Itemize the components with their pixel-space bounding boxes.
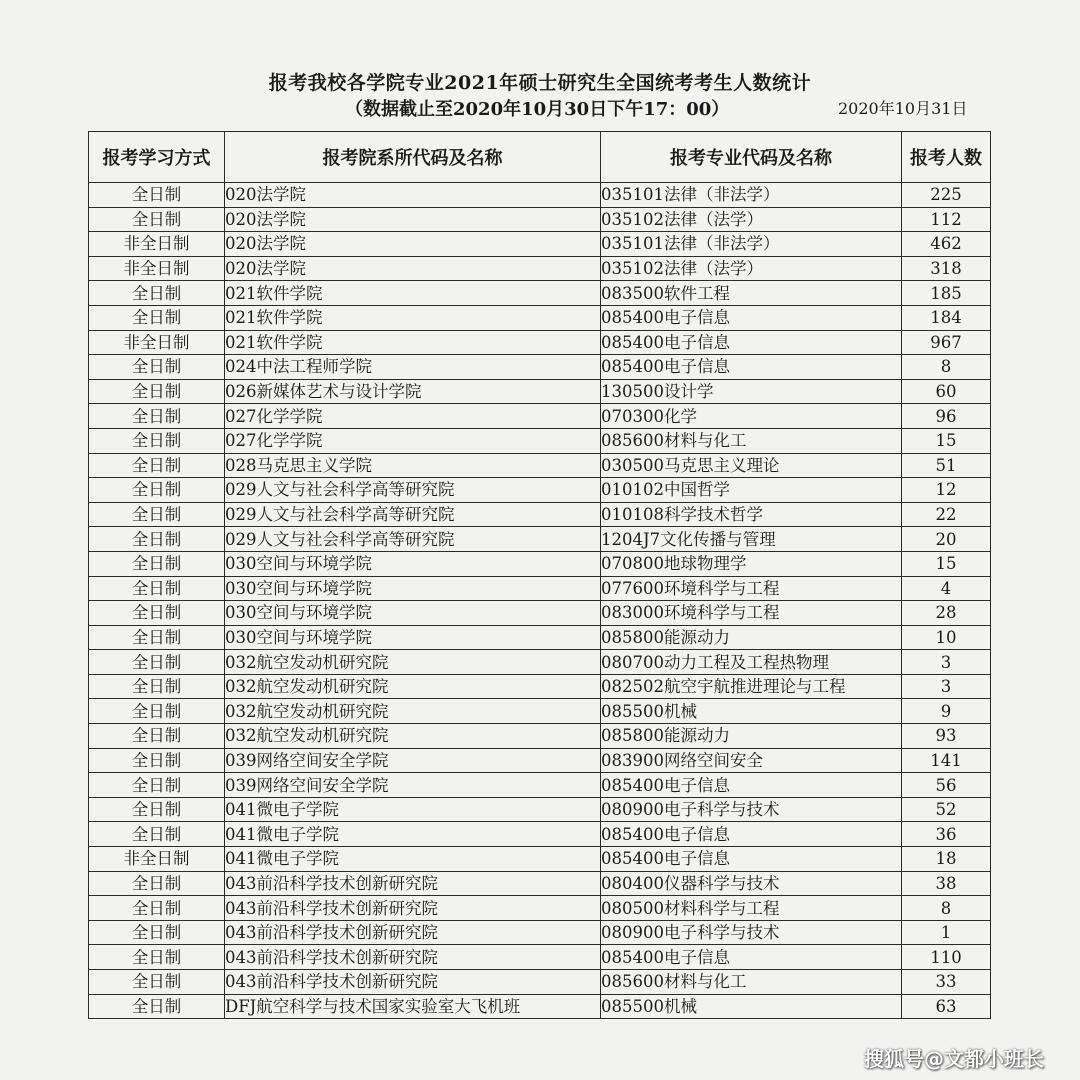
table-row [89,256,991,281]
cell-count: 10 [902,625,991,650]
table-row [89,355,991,380]
table-row [89,797,991,822]
cell-department: 020法学院 [225,183,601,208]
cell-department: 039网络空间安全学院 [225,748,601,773]
cell-count: 20 [902,527,991,552]
cell-study-mode: 全日制 [89,478,225,503]
table-row [89,773,991,798]
cell-count: 18 [902,847,991,872]
table-row [89,502,991,527]
cell-study-mode: 全日制 [89,576,225,601]
cell-major: 010108科学技术哲学 [601,502,902,527]
table-row [89,281,991,306]
table-row [89,920,991,945]
table-row [89,428,991,453]
table-row [89,478,991,503]
cell-count: 56 [902,773,991,798]
table-row [89,305,991,330]
page-title: 报考我校各学院专业2021年硕士研究生全国统考考生人数统计 [268,72,812,94]
cell-study-mode: 全日制 [89,896,225,921]
cell-department: 024中法工程师学院 [225,355,601,380]
cell-study-mode: 全日制 [89,748,225,773]
cell-department: 029人文与社会科学高等研究院 [225,478,601,503]
cell-study-mode: 全日制 [89,551,225,576]
cell-department: 027化学学院 [225,428,601,453]
table-row [89,970,991,995]
cell-study-mode: 全日制 [89,773,225,798]
cell-department: 021软件学院 [225,330,601,355]
cell-major: 130500设计学 [601,379,902,404]
cell-study-mode: 全日制 [89,527,225,552]
cell-count: 96 [902,404,991,429]
column-header-study-mode: 报考学习方式 [89,132,225,183]
cell-major: 083900网络空间安全 [601,748,902,773]
cell-count: 4 [902,576,991,601]
cell-count: 8 [902,355,991,380]
cell-study-mode: 非全日制 [89,256,225,281]
cell-study-mode: 全日制 [89,601,225,626]
cell-major: 080900电子科学与技术 [601,920,902,945]
cell-major: 085800能源动力 [601,625,902,650]
cell-major: 083500软件工程 [601,281,902,306]
cell-count: 141 [902,748,991,773]
cell-study-mode: 全日制 [89,945,225,970]
table-row [89,404,991,429]
cell-count: 52 [902,797,991,822]
table-row [89,674,991,699]
cell-department: 043前沿科学技术创新研究院 [225,945,601,970]
cell-department: 039网络空间安全学院 [225,773,601,798]
cell-study-mode: 非全日制 [89,330,225,355]
cell-count: 110 [902,945,991,970]
table-row [89,650,991,675]
table-row [89,527,991,552]
cell-count: 225 [902,183,991,208]
cell-major: 035101法律（非法学） [601,232,902,257]
cell-count: 8 [902,896,991,921]
cell-department: 032航空发动机研究院 [225,724,601,749]
cell-count: 12 [902,478,991,503]
cell-department: 043前沿科学技术创新研究院 [225,970,601,995]
cell-study-mode: 全日制 [89,994,225,1019]
cell-study-mode: 全日制 [89,305,225,330]
cell-major: 085400电子信息 [601,822,902,847]
cell-major: 085800能源动力 [601,724,902,749]
cell-count: 15 [902,428,991,453]
cell-department: 043前沿科学技术创新研究院 [225,896,601,921]
cell-major: 035102法律（法学） [601,256,902,281]
cell-department: 026新媒体艺术与设计学院 [225,379,601,404]
cell-major: 085400电子信息 [601,773,902,798]
cell-department: DFJ航空科学与技术国家实验室大飞机班 [225,994,601,1019]
cell-major: 085500机械 [601,699,902,724]
cell-study-mode: 全日制 [89,920,225,945]
cell-count: 184 [902,305,991,330]
table-row [89,551,991,576]
cell-study-mode: 全日制 [89,428,225,453]
cell-count: 318 [902,256,991,281]
cell-major: 030500马克思主义理论 [601,453,902,478]
cell-major: 080700动力工程及工程热物理 [601,650,902,675]
cell-count: 3 [902,674,991,699]
table-row [89,724,991,749]
cell-study-mode: 全日制 [89,699,225,724]
table-row [89,822,991,847]
cell-study-mode: 非全日制 [89,232,225,257]
table-row [89,748,991,773]
cell-department: 020法学院 [225,256,601,281]
cell-study-mode: 全日制 [89,970,225,995]
cell-count: 185 [902,281,991,306]
column-header-major: 报考专业代码及名称 [601,132,902,183]
cell-department: 030空间与环境学院 [225,601,601,626]
cell-count: 28 [902,601,991,626]
cell-major: 077600环境科学与工程 [601,576,902,601]
cell-count: 22 [902,502,991,527]
cell-department: 030空间与环境学院 [225,551,601,576]
cell-count: 967 [902,330,991,355]
cell-department: 032航空发动机研究院 [225,699,601,724]
cell-study-mode: 非全日制 [89,847,225,872]
cell-department: 021软件学院 [225,281,601,306]
cell-study-mode: 全日制 [89,822,225,847]
cell-major: 070800地球物理学 [601,551,902,576]
cell-count: 60 [902,379,991,404]
table-row [89,847,991,872]
table-row [89,994,991,1019]
cell-major: 085400电子信息 [601,330,902,355]
cell-study-mode: 全日制 [89,502,225,527]
cell-major: 085500机械 [601,994,902,1019]
cell-study-mode: 全日制 [89,453,225,478]
cell-study-mode: 全日制 [89,871,225,896]
cell-count: 112 [902,207,991,232]
cell-count: 462 [902,232,991,257]
cell-study-mode: 全日制 [89,797,225,822]
cell-department: 030空间与环境学院 [225,625,601,650]
watermark: 搜狐号@文都小班长 [864,1047,1044,1071]
cell-major: 083000环境科学与工程 [601,601,902,626]
cell-major: 085600材料与化工 [601,970,902,995]
cell-study-mode: 全日制 [89,207,225,232]
table-row [89,601,991,626]
cell-department: 041微电子学院 [225,847,601,872]
cell-major: 082502航空宇航推进理论与工程 [601,674,902,699]
cell-department: 043前沿科学技术创新研究院 [225,871,601,896]
cell-department: 029人文与社会科学高等研究院 [225,502,601,527]
cell-major: 085400电子信息 [601,355,902,380]
table-row [89,699,991,724]
cell-count: 36 [902,822,991,847]
cell-major: 035101法律（非法学） [601,183,902,208]
cell-department: 041微电子学院 [225,822,601,847]
cell-department: 021软件学院 [225,305,601,330]
cell-department: 020法学院 [225,207,601,232]
cell-study-mode: 全日制 [89,650,225,675]
applicant-stats-table [88,131,991,1019]
cell-department: 043前沿科学技术创新研究院 [225,920,601,945]
table-row [89,453,991,478]
cell-count: 63 [902,994,991,1019]
cell-department: 032航空发动机研究院 [225,674,601,699]
table-row [89,576,991,601]
cell-study-mode: 全日制 [89,379,225,404]
cell-count: 93 [902,724,991,749]
cell-major: 085600材料与化工 [601,428,902,453]
table-row [89,183,991,208]
cell-count: 1 [902,920,991,945]
cell-department: 030空间与环境学院 [225,576,601,601]
cell-department: 041微电子学院 [225,797,601,822]
table-row [89,379,991,404]
table-body [89,183,991,1019]
cell-study-mode: 全日制 [89,625,225,650]
cell-major: 035102法律（法学） [601,207,902,232]
table-row [89,896,991,921]
cell-major: 085400电子信息 [601,305,902,330]
page-subtitle: （数据截止至2020年10月30日下午17：00） [345,99,730,120]
cell-department: 028马克思主义学院 [225,453,601,478]
report-date: 2020年10月31日 [838,99,968,118]
cell-study-mode: 全日制 [89,355,225,380]
cell-count: 51 [902,453,991,478]
cell-count: 38 [902,871,991,896]
table-row [89,232,991,257]
cell-study-mode: 全日制 [89,674,225,699]
cell-study-mode: 全日制 [89,724,225,749]
cell-department: 032航空发动机研究院 [225,650,601,675]
cell-study-mode: 全日制 [89,183,225,208]
cell-major: 080500材料科学与工程 [601,896,902,921]
column-header-department: 报考院系所代码及名称 [225,132,601,183]
cell-count: 9 [902,699,991,724]
cell-major: 070300化学 [601,404,902,429]
cell-department: 027化学学院 [225,404,601,429]
table-row [89,625,991,650]
cell-major: 085400电子信息 [601,847,902,872]
cell-count: 3 [902,650,991,675]
cell-department: 020法学院 [225,232,601,257]
table-header-row [89,132,991,183]
column-header-count: 报考人数 [902,132,991,183]
cell-study-mode: 全日制 [89,281,225,306]
cell-count: 33 [902,970,991,995]
cell-count: 15 [902,551,991,576]
table-row [89,330,991,355]
cell-major: 1204J7文化传播与管理 [601,527,902,552]
table-row [89,871,991,896]
table-row [89,945,991,970]
cell-major: 085400电子信息 [601,945,902,970]
cell-major: 010102中国哲学 [601,478,902,503]
cell-major: 080400仪器科学与技术 [601,871,902,896]
cell-major: 080900电子科学与技术 [601,797,902,822]
table-row [89,207,991,232]
cell-study-mode: 全日制 [89,404,225,429]
cell-department: 029人文与社会科学高等研究院 [225,527,601,552]
